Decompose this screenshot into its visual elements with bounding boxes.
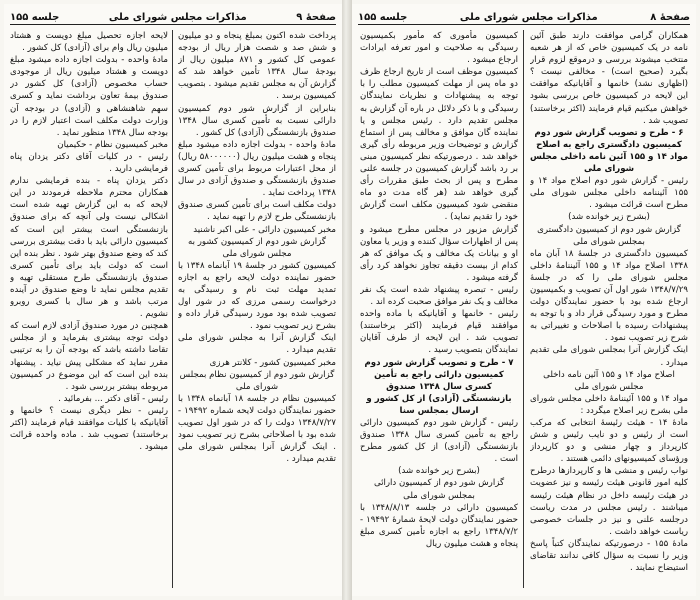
right-page — [352, 4, 696, 596]
paragraph: اینک گزارش آنرا به مجلس شورای ملی تقدیم میدارد . — [178, 333, 336, 356]
paragraph: ۶ - طرح و تصویب گزارش شور دوم کمیسیون دادگستری راجع به اصلاح مواد ۱۴ و ۱۵۵ آئین نامه داخلی مجلس شورای ملی — [530, 127, 688, 175]
paragraph: (بشرح زیر خوانده شد) — [398, 466, 480, 477]
paragraph: رئیس - گزارش شور دوم اصلاح مواد ۱۴ و ۱۵۵ آئیننامه داخلی مجلس شورای ملی مطرح است قرائت میشود . — [530, 176, 688, 211]
paragraph: بنابراین از گزارش شور دوم کمیسیون دارائی نسبت به تأمین کسری سال ۱۳۴۸ صندوق بازنشستگی (آزادی) کل کشور . — [178, 103, 336, 138]
left-page-number: صفحهٔ ۹ — [296, 11, 336, 23]
paragraph: لایحه اجازه تحصیل مبلغ دویست و هشتاد میلیون ریال وام برای (آزادی) کل کشور . — [10, 31, 168, 54]
paragraph: (بشرح زیر خوانده شد) — [568, 212, 650, 223]
paragraph: اصلاح مواد ۱۴ و ۱۵۵ آئین نامه داخلی مجلس شورای ملی — [543, 369, 675, 392]
column-divider — [523, 30, 524, 588]
paragraph: کمیسیون موظف است از تاریخ ارجاع ظرف دو ماه پس از مهلت کمیسیون مطلب را با توجه به پیشنهادات و نظریات نمایندگان رسیدگی و با ذکر دلائل در باره آن گزارش به مجلس تقدیم دارد . رئیس مجلس و یا نماینده گان موافق و مخالف پس از استماع گزارش و توضیحات وزیر مربوطه رأی گیری خواهد شد . درصورتیکه نظر کمیسیون مبنی بر رد باشد گزارش کمیسیون در جلسه علنی مطرح و پس از بحث طبق مقررات رأی گیری خواهد شد (هر گاه مدت دو ماه منقضی شود کمیسیون مکلف است گزارش خود را تقدیم نماید) . — [360, 67, 518, 223]
paragraph: مادهٔ ۱۴ - هیئت رئیسهٔ انتخابی که مرکب است از رئیس و دو نایب رئیس و شش کارپرداز و چهار منشی و دو کارپرداز ورؤسای کمیسیونهای دائمی هستند . — [530, 418, 688, 465]
left-page-header — [10, 10, 336, 25]
paragraph: گزارش شور دوم از کمیسیون دارائی بمجلس شورای ملی — [373, 478, 505, 501]
paragraph: رئیس - نظر دیگری نیست ؟ خانمها و آقایانیکه با کلیات موافقند قیام فرمایند (اکثر برخاستند) تصویب شد . ماده واحده قرائت میشود . — [10, 405, 168, 453]
right-page-session: جلسه ۱۵۵ — [358, 11, 408, 23]
paragraph: ۷ - طرح و تصویب گزارش شور دوم کمیسیون دارائی راجع به تأمین کسری سال ۱۳۴۸ صندوق بازنشستگی (آزادی) از کل کشور و ارسال بمجلس سنا — [364, 357, 514, 416]
paragraph: مخبر کمیسیون نظام - حکیمیان — [57, 139, 168, 150]
paragraph: دولت مکلف است برای تأمین کسری صندوق بازنشستگی طرح لازم را تهیه نماید . — [178, 200, 336, 223]
paragraph: رئیس - گزارش شور دوم کمیسیون دارائی راجع به تأمین کسری سال ۱۳۴۸ صندوق بازنشستگی (آزادی) از کل کشور مطرح است . — [360, 418, 518, 465]
paragraph: مخبر کمیسیون دارائی - علی اکبر ناشنید — [193, 224, 336, 235]
left-page — [4, 4, 342, 596]
paragraph: مواد ۱۴ و ۱۵۵ آئیننامهٔ داخلی مجلس شورای ملی بشرح زیر اصلاح میگردد : — [530, 393, 688, 416]
paragraph: کمیسیون نظام در جلسه ۱۸ آبانماه ۱۳۴۸ با حضور نمایندگان دولت لایحه شماره ۱۹۴۹۲ - ۱۳۴۸/۷/۲۷ دولت را که در شور اول تصویب شده بود با اصلاحاتی بشرح زیر تصویب نمود . اینک گزارش آنرا بمجلس شورای ملی تقدیم میدارد . — [178, 393, 336, 465]
paragraph: مادهٔ ۱۵۵ - درصورتیکه نمایندگان کتباً پاسخ وزیر را نسبت به سؤال کافی ندانند تقاضای استیضاح نمایند . — [530, 538, 688, 574]
right-column-1 — [530, 30, 688, 590]
paragraph: رئیس - آقای دکتر ... بفرمائید . — [58, 393, 168, 404]
paragraph: مادهٔ واحده - بدولت اجازه داده میشود مبلغ دویست و هشتاد میلیون ریال از موجودی حساب مخصوص (آزادی) کل کشور در صندوق بیمهٔ تعاون برداشت نماید و کسری سهم شاهنشاهی و (آزادی) در بودجه آن وزارت دولت مکلف است اعتبار لازم را در بودجه سال ۱۳۴۸ منظور نماید . — [10, 55, 168, 138]
column-divider — [172, 30, 173, 588]
paragraph: مادهٔ واحده - بدولت اجازه داده میشود مبلغ پنجاه و هشت میلیون ریال (۵۸۰۰۰۰۰۰ ریال) از محل اعتبارات مربوط برای تأمین کسری صندوق بازنشستگی و صندوق آزادی در سال ۱۳۴۸ پرداخت نماید . — [178, 139, 336, 199]
paragraph: رئیس - تبصره پیشنهاد شده است یک نفر مخالف و یک نفر موافق صحبت کرده اند . — [360, 284, 518, 308]
paragraph: دکتر یزدان پناه - بنده فرمایشی ندارم همکاران محترم ملاحظه فرمودند در این لایحه که به این گزارش تهیه شده است اشکالی نیست ولی آنچه که برای صندوق بازنشستگی است بیشتر این است که کمیسیون دارائی باید با دقت بیشتری بررسی کند که وضع صندوق بهتر شود . نظر بنده این است که دولت باید برای تأمین کسری صندوق بازنشستگی طرح مستقلی تهیه و تقدیم مجلس نماید تا وضع صندوق در آینده مرتب باشد و هر سال با کسری روبرو نشویم . — [10, 176, 168, 320]
paragraph: گزارش شور دوم از کمیسیون دادگستری بمجلس شورای ملی — [537, 224, 681, 247]
paragraph: مخبر کمیسیون کشور - کلانتر هرزی — [209, 357, 336, 368]
paragraph: کمیسیون دارائی در جلسه ۱۳۴۸/۸/۱۳ با حضور نمایندگان دولت لایحهٔ شمارهٔ ۱۹۴۹۲ - ۱۳۴۸/۷/۲ راجع به اجازه تأمین کسری مبلغ پنجاه و هشت میلیون ریال — [360, 502, 518, 549]
paragraph: گزارش مزبور در مجلس مطرح میشود و پس از اظهارات سؤال کننده و وزیر یا معاون او و بیانات یک مخالف و یک موافق که هر کدام از بیست دقیقه تجاوز نخواهد کرد رأی گرفته میشود . — [360, 224, 518, 283]
right-page-title: مذاکرات مجلس شورای ملی — [459, 11, 598, 23]
paragraph: رئیس - خانمها و آقایانیکه با ماده واحده موافقند قیام فرمایند (اکثر برخاستند) تصویب شد . این لایحه از طرف آقایان نمایندگان بتصویب رسید . — [360, 309, 518, 356]
left-page-session: جلسه ۱۵۵ — [10, 11, 60, 23]
left-column-2 — [10, 30, 168, 590]
paragraph: کمیسیون مأموری که مأمور بکمیسیون رسیدگی به صلاحیت و امور تعرفه ایرادات ارجاع میشود . — [360, 31, 518, 66]
paragraph: همکاران گرامی موافقت دارند طبق آئین نامه در یک کمیسیون خاص که از هر شعبه منتخب میشوند بررسی و درموقع لزوم قرار بگیرد (صحیح است) - مخالفی نیست ؟ (اظهاری نشد) خانمها و آقایانیکه موافقت این لایحه در کمیسیون خاص بررسی بشود خواهش میکنیم قیام فرمایند (اکثر برخاستند) تصویب شد . — [530, 31, 688, 126]
right-page-header — [358, 10, 690, 25]
paragraph: همچنین در مورد صندوق آزادی لازم است که دولت توجه بیشتری بفرماید و از مجلس تقاضا داشته باشد که بودجه آن را به ترتیبی مقرر نماید که مشکلی پیش نیاید . پیشنهاد بنده این است که این موضوع در کمیسیون مربوطه بیشتر بررسی شود . — [10, 321, 168, 392]
left-column-1 — [178, 30, 336, 590]
paragraph: کمیسیون کشور در جلسهٔ ۱۹ آبانماه ۱۳۴۸ با حضور نماینده دولت لایحه راجع به اجازه تمدید مهلت ثبت نام و رسیدگی به درخواست رسمی مرزی که در شور اول تصویب شده بود مورد رسیدگی قرار داده و بشرح زیر تصویب نمود . — [178, 260, 336, 332]
paragraph: گزارش شور دوم از کمیسیون کشور به مجلس شورای ملی — [188, 236, 326, 259]
paragraph: رئیس - در کلیات آقای دکتر یزدان پناه فرمایشی دارید . — [10, 151, 168, 175]
book-gutter — [342, 0, 352, 600]
paragraph: گزارش شور دوم از کمیسیون نظام بمجلس شورای ملی — [179, 369, 335, 392]
paragraph: پرداخت شده اکنون بمبلغ پنجاه و دو میلیون و شش صد و شصت هزار ریال از بودجه عمومی کل کشور و ۸۷۱ میلیون ریال از بودجهٔ سال ۱۳۴۸ تأمین خواهد شد که گزارش آن به مجلس تقدیم میشود . بتصویب کمیسیون برسد . — [178, 31, 336, 102]
paragraph: اینک گزارش آنرا بمجلس شورای ملی تقدیم میدارد . — [530, 345, 688, 368]
left-page-title: مذاکرات مجلس شورای ملی — [108, 11, 247, 23]
right-page-number: صفحهٔ ۸ — [650, 11, 690, 23]
paragraph: نواب رئیس و منشی ها و کارپردازها درطرح کلیه امور قانونی هیئت رئیسه و نیز عضویت در هیئت رئیسه داخل در نظام هیئت رئیسه میباشند . رئیس مجلس در مدت ریاست درجلسه علنی و نیز در جلسات خصوصی ریاست خواهد داشت . — [530, 466, 688, 537]
paragraph: کمیسیون دادگستری در جلسهٔ ۱۸ آبان ماه ۱۳۴۸ اصلاح مواد ۱۴ و ۱۵۵ آئیننامهٔ داخلی مجلس شورای ملی را که در جلسهٔ ۱۳۴۸/۷/۲۹ شور اول آن تصویب و بکمیسیون ارجاع شده بود با حضور نمایندگان دولت مطرح و مورد رسیدگی قرار داد و با توجه به پیشنهادات رسیده با اصلاحات و تغییراتی به شرح زیر تصویب نمود . — [530, 248, 688, 344]
right-column-2 — [360, 30, 518, 590]
